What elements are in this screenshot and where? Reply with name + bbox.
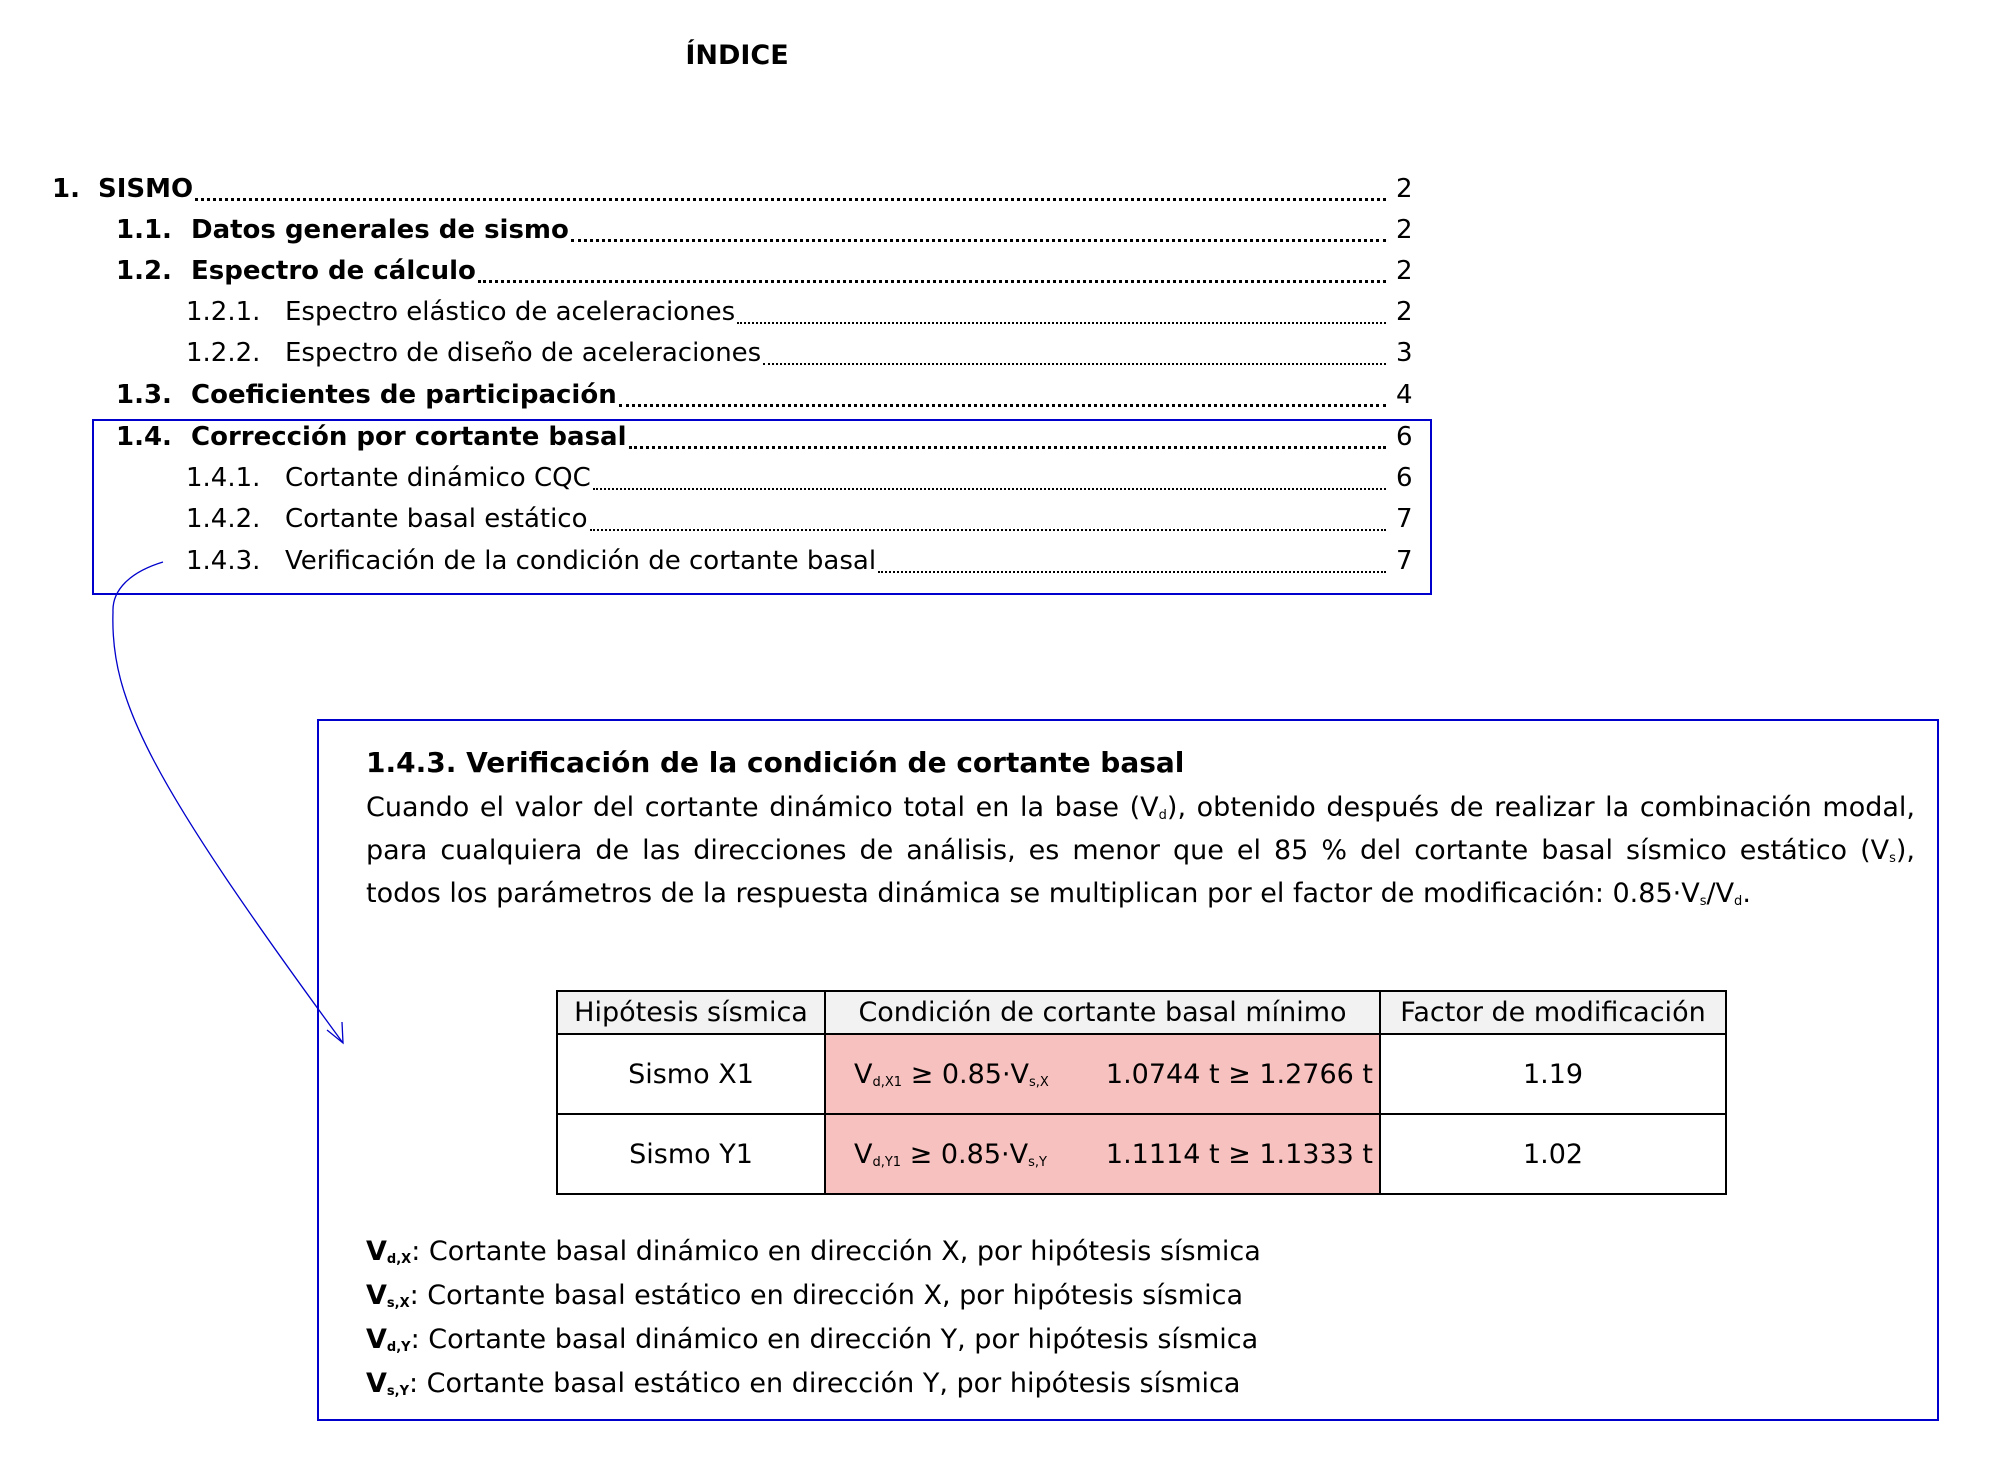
legend-item: $V_{s,X}$: Cortante basal estático en dirección X, por hipótesis sísmica [366,1280,1243,1311]
condition-values: 1.0744 t ≥ 1.2766 t [1105,1058,1373,1090]
legend-item: $V_{d,Y}$: Cortante basal dinámico en dirección Y, por hipótesis sísmica [366,1324,1259,1355]
toc-entry[interactable] [52,174,1414,210]
toc-number: 1.4.1. [186,463,261,493]
toc-number: 1.4.2. [186,504,261,534]
toc-page-number: 7 [1396,546,1413,576]
toc-leader-dots [737,322,1386,324]
toc-page-number: 2 [1396,256,1413,286]
toc-page-number: 6 [1396,463,1413,493]
toc-label: SISMO [98,174,194,204]
condition-values: 1.1114 t ≥ 1.1333 t [1105,1138,1373,1170]
toc-leader-dots [478,280,1386,283]
base-shear-table [556,990,1727,1195]
toc-leader-dots [195,198,1386,201]
toc-leader-dots [571,239,1386,242]
toc-number: 1.2.2. [186,338,261,368]
toc-page-number: 3 [1396,338,1413,368]
toc-label: Datos generales de sismo [191,215,569,245]
toc-number: 1.1. [116,215,172,245]
toc-label: Espectro elástico de aceleraciones [285,297,736,327]
toc-label: Cortante dinámico CQC [285,463,591,493]
toc-page-number: 7 [1396,504,1413,534]
legend-item: $V_{d,X}$: Cortante basal dinámico en dirección X, por hipótesis sísmica [366,1236,1261,1267]
factor-cell: 1.19 [1380,1034,1726,1114]
legend-item: $V_{s,Y}$: Cortante basal estático en dirección Y, por hipótesis sísmica [366,1368,1241,1399]
hypothesis-cell: Sismo Y1 [557,1114,825,1194]
toc-entry[interactable] [186,297,1414,333]
condition-cell [825,1034,1380,1114]
table-row [557,1034,1726,1114]
table-header-row [557,991,1726,1034]
toc-number: 1.3. [116,380,172,410]
toc-page-number: 6 [1396,422,1413,452]
toc-entry[interactable] [186,338,1414,374]
toc-label: Espectro de cálculo [191,256,476,286]
section-paragraph: Cuando el valor del cortante dinámico total en la base $(V_d)$, obtenido después de realizar la combinación modal, para cualquiera de las direcciones de análisis, es menor que el 85 % del cortante basal sísmico estático $(V_s)$, todos los parámetros de la respuesta dinámica se multiplican por el factor de modificación: $0.85\cdot V_s/V_d$. [366,792,1915,909]
toc-label: Corrección por cortante basal [191,422,627,452]
section-heading: 1.4.3. Verificación de la condición de cortante basal [366,746,1185,779]
toc-label: Cortante basal estático [285,504,588,534]
hypothesis-cell: Sismo X1 [557,1034,825,1114]
toc-entry[interactable] [116,380,1414,416]
column-header: Factor de modificación [1380,991,1726,1034]
toc-page-number: 2 [1396,297,1413,327]
factor-cell: 1.02 [1380,1114,1726,1194]
toc-number: 1.4.3. [186,546,261,576]
toc-entry[interactable] [116,256,1414,292]
index-title: ÍNDICE [685,40,789,71]
toc-page-number: 2 [1396,174,1413,204]
condition-cell [825,1114,1380,1194]
symbol-legend [366,1236,1261,1412]
callout-arrow-line [113,562,343,1043]
toc-label: Coeficientes de participación [191,380,617,410]
table-row [557,1114,1726,1194]
column-header: Hipótesis sísmica [557,991,825,1034]
toc-label: Espectro de diseño de aceleraciones [285,338,762,368]
toc-number: 1.2. [116,256,172,286]
toc-number: 1.2.1. [186,297,261,327]
condition-formula: $V_{d,X1} \ge 0.85\cdot V_{s,X}$ [854,1058,1049,1090]
toc-number: 1.4. [116,422,172,452]
toc-label: Verificación de la condición de cortante basal [285,546,877,576]
toc-leader-dots [619,404,1386,407]
toc-number: 1. [52,174,80,204]
toc-page-number: 4 [1396,380,1413,410]
column-header: Condición de cortante basal mínimo [825,991,1380,1034]
toc-highlight-box [92,419,1432,595]
toc-entry[interactable] [116,215,1414,251]
toc-page-number: 2 [1396,215,1413,245]
condition-formula: $V_{d,Y1} \ge 0.85\cdot V_{s,Y}$ [854,1138,1047,1170]
toc-leader-dots [763,363,1386,365]
